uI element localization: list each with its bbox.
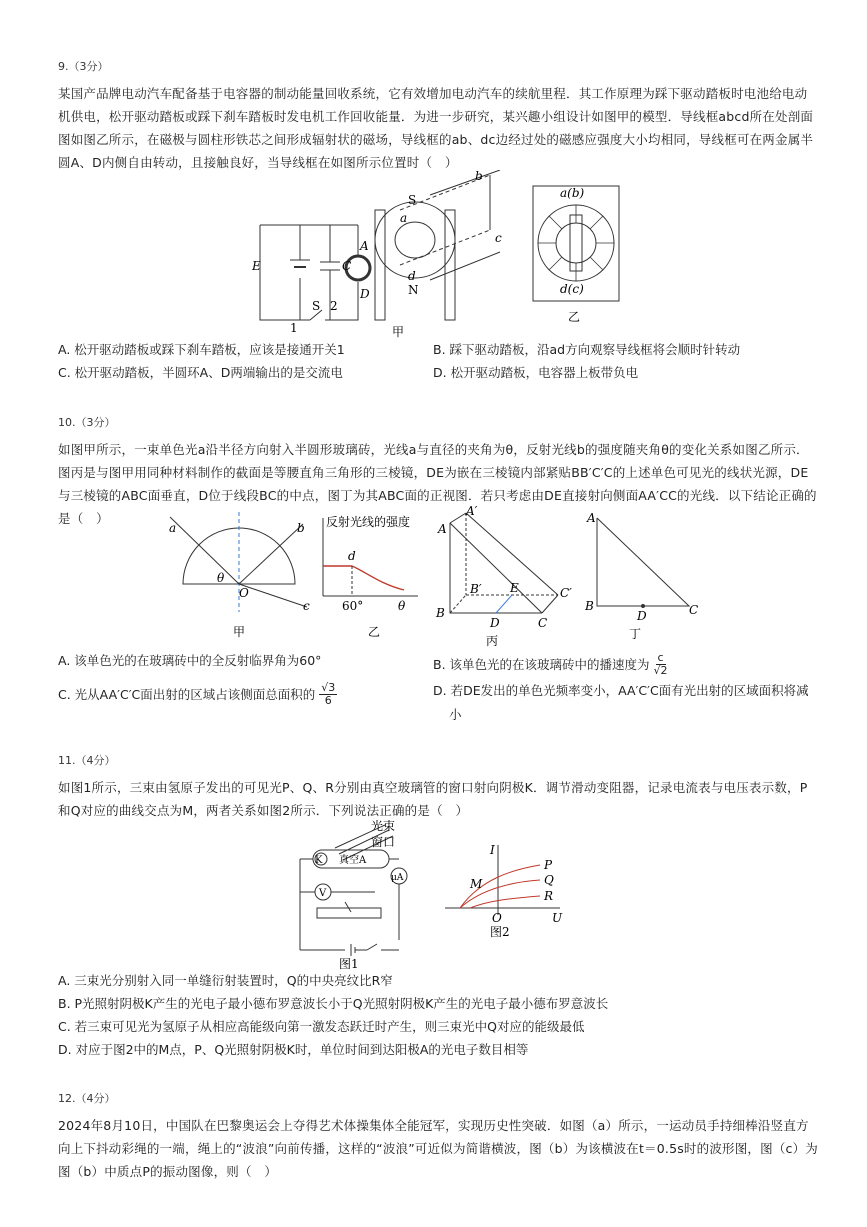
- fig-label-S: S: [312, 299, 321, 313]
- q9-figure-yi: [532, 185, 622, 325]
- fig-caption-yi: 乙: [568, 310, 581, 324]
- q9-header: 9.（3分）: [58, 60, 109, 73]
- fig-caption-jia: 甲: [233, 625, 246, 639]
- q10-figure-jia: [165, 512, 315, 642]
- q9-option-a[interactable]: A. 松开驱动踏板或踩下刹车踏板，应该是接通开关1: [58, 342, 345, 357]
- fig-label-C: C: [342, 259, 352, 273]
- fig-label-1: 1: [290, 321, 298, 335]
- q10-figure-bing: [430, 505, 580, 650]
- fig-caption-jia: 甲: [392, 325, 405, 339]
- fig-label-M: M: [470, 877, 483, 891]
- fig-label-C-prime: C′: [560, 586, 572, 600]
- fig-caption-bing: 丙: [486, 634, 499, 648]
- fig-label-c: c: [303, 599, 310, 613]
- fig-label-A: A: [587, 511, 596, 525]
- fig-caption-ding: 丁: [629, 627, 642, 641]
- fig-label-A: A: [360, 239, 369, 253]
- fig-label-S-pole: S: [408, 193, 417, 207]
- q10-option-b-text: B. 该单色光的在该玻璃砖中的播速度为: [433, 656, 650, 672]
- q11-option-d[interactable]: D. 对应于图2中的M点，P、Q光照射阴极K时，单位时间到达阳极A的光电子数目相等: [58, 1042, 529, 1057]
- fig-label-E: E: [252, 259, 261, 273]
- q10-option-d-line2: 小: [449, 707, 462, 722]
- q12-header: 12.（4分）: [58, 1092, 116, 1105]
- fraction-numerator: √3: [321, 681, 336, 694]
- fig-label-b: b: [475, 170, 483, 183]
- fig-label-Q: Q: [544, 873, 554, 887]
- q9-stem: 某国产品牌电动汽车配备基于电容器的制动能量回收系统，它有效增加电动汽车的续航里程．其工作原理为踩下驱动踏板时电池给电动机供电，松开驱动踏板或踩下刹车踏板时发电机工作回收能量．为进一步研究，某兴趣小组设计如图甲的模型．导线框abcd所在处剖面图如图乙所示，在磁极与圆柱形铁芯之间形成辐射状的磁场，导线框的ab、dc边经过处的磁感应强度大小均相同，导线框可在两金属半圆A、D内侧自由转动，且接触良好，当导线框在如图所示位置时（ ）: [58, 86, 814, 170]
- q9-option-d[interactable]: D. 松开驱动踏板，电容器上板带负电: [433, 365, 639, 380]
- q10-option-d-line1: D. 若DE发出的单色光频率变小，AA′C′C面有光出射的区域面积将减: [433, 683, 809, 698]
- fig-label-theta-axis: θ: [398, 599, 406, 613]
- fig-label-intensity: 反射光线的强度: [326, 515, 411, 529]
- q12-stem: 2024年8月10日，中国队在巴黎奥运会上夺得艺术体操集体全能冠军，实现历史性突破．如图（a）所示，一运动员手持细棒沿竖直方向上下抖动彩绳的一端，绳上的“波浪”向前传播，这样的“波浪”可近似为简谐横波，图（b）为该横波在t＝0.5s时的波形图，图（c）为图（b）中质点P的振动图像，则（ ）: [58, 1118, 819, 1179]
- fig-label-B-prime: B′: [470, 582, 482, 596]
- fig-label-b: b: [297, 521, 305, 535]
- fig-label-D: D: [360, 287, 370, 301]
- fig-label-B: B: [436, 606, 445, 620]
- fig-label-a: a: [400, 211, 408, 225]
- q10-option-c[interactable]: [58, 682, 337, 707]
- fig-label-U: U: [552, 911, 563, 925]
- fig-label-D: D: [490, 616, 500, 630]
- q11-figure-1: [295, 820, 415, 970]
- q10-figure-yi: [318, 510, 428, 645]
- fig-label-R: R: [544, 889, 554, 903]
- fig-label-P: P: [544, 858, 553, 872]
- fraction-denominator: √2: [653, 664, 668, 677]
- fig-label-C: C: [538, 616, 548, 630]
- fig-label-theta: θ: [217, 571, 225, 585]
- fig-label-dc: d(c): [560, 282, 584, 296]
- fig-caption-2: 图2: [490, 925, 510, 939]
- fig-label-vacuum-tube: 真空A: [339, 855, 367, 866]
- fig-label-c: c: [495, 231, 502, 245]
- q10-option-d[interactable]: [433, 682, 809, 724]
- q11-option-b[interactable]: B. P光照射阴极K产生的光电子最小德布罗意波长小于Q光照射阴极K产生的光电子最小德布罗意波长: [58, 996, 609, 1011]
- fig-label-O: O: [239, 586, 249, 600]
- q11-option-a[interactable]: A. 三束光分别射入同一单缝衍射装置时，Q的中央亮纹比R窄: [58, 973, 393, 988]
- q11-stem: 如图1所示，三束由氢原子发出的可见光P、Q、R分别由真空玻璃管的窗口射向阴极K．调节滑动变阻器，记录电流表与电压表示数，P和Q对应的曲线交点为M，两者关系如图2所示．下列说法正确的是（ ）: [58, 780, 808, 818]
- fig-label-D: D: [637, 609, 647, 623]
- fig-label-window: 窗口: [371, 835, 396, 849]
- fig-label-O: O: [492, 911, 502, 925]
- fig-caption-1: 图1: [339, 957, 359, 970]
- fig-label-I: I: [490, 843, 495, 857]
- q10-option-b[interactable]: [433, 652, 668, 677]
- q11-option-c[interactable]: C. 若三束可见光为氢原子从相应高能级向第一激发态跃迁时产生，则三束光中Q对应的能级最低: [58, 1019, 585, 1034]
- q10-option-c-text: C. 光从AA′C′C面出射的区域占该侧面总面积的: [58, 686, 316, 702]
- fig-label-light-beam: 光束: [371, 820, 396, 833]
- fig-label-d: d: [348, 549, 356, 563]
- fig-label-C: C: [689, 603, 699, 617]
- fraction-numerator: c: [657, 651, 664, 664]
- q10-option-c-fraction: [319, 682, 337, 707]
- fig-label-60deg: 60°: [342, 599, 364, 613]
- fig-label-microammeter: μA: [391, 873, 404, 883]
- fig-label-E: E: [510, 581, 519, 595]
- fig-label-B: B: [585, 599, 594, 613]
- q9-option-b[interactable]: B. 踩下驱动踏板，沿ad方向观察导线框将会顺时针转动: [433, 342, 741, 357]
- fig-label-ab: a(b): [560, 186, 585, 200]
- q10-option-a[interactable]: A. 该单色光的在玻璃砖中的全反射临界角为60°: [58, 653, 322, 668]
- fig-caption-yi: 乙: [368, 625, 381, 639]
- q10-stem: 如图甲所示，一束单色光a沿半径方向射入半圆形玻璃砖，光线a与直径的夹角为θ，反射光线b的强度随夹角θ的变化关系如图乙所示．图丙是与图甲用同种材料制作的截面是等腰直角三角形的三棱镜，DE为嵌在三棱镜内部紧贴BB′C′C的上述单色可见光的线状光源，DE与三棱镜的ABC面垂直，D位于线段BC的中点，图丁为其ABC面的正视图．若只考虑由DE直接射向侧面AA′CC的光线．以下结论正确的是（ ）: [58, 442, 817, 526]
- q10-option-b-fraction: [654, 652, 668, 677]
- q11-figure-2: [440, 840, 570, 940]
- q9-option-c[interactable]: C. 松开驱动踏板，半圆环A、D两端输出的是交流电: [58, 365, 343, 380]
- fig-label-2: 2: [330, 299, 338, 313]
- fraction-denominator: 6: [324, 694, 332, 707]
- q11-header: 11.（4分）: [58, 754, 116, 767]
- fig-label-voltmeter: V: [319, 888, 327, 899]
- fig-label-K: K: [315, 855, 323, 866]
- fig-label-A: A: [438, 522, 447, 536]
- fig-label-N: N: [408, 283, 419, 297]
- fig-label-A-prime: A′: [466, 505, 478, 518]
- fig-label-d: d: [408, 269, 416, 283]
- fig-label-a: a: [169, 521, 177, 535]
- q10-header: 10.（3分）: [58, 416, 116, 429]
- q10-figure-ding: [585, 510, 705, 645]
